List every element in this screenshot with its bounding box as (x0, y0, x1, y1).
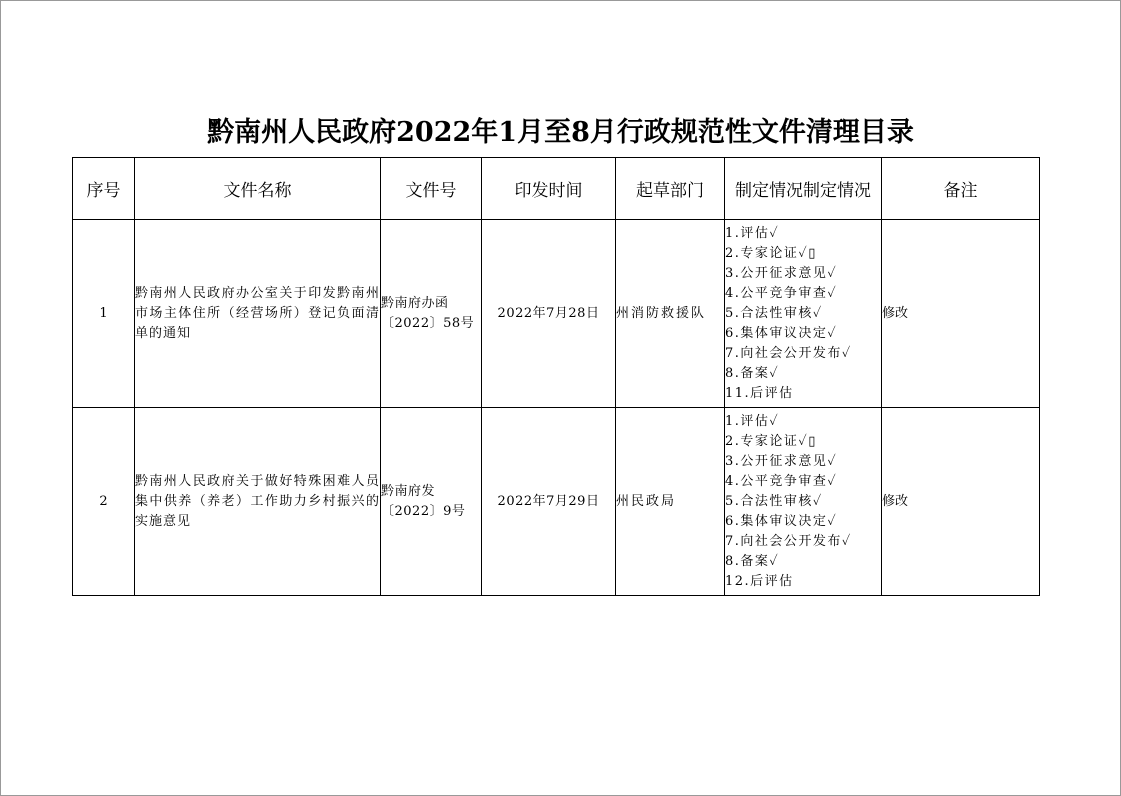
procedure-step: 2.专家论证✓▯ (725, 433, 817, 449)
procedure-step: 7.向社会公开发布✓ (725, 345, 852, 361)
row-file-name: 黔南州人民政府关于做好特殊困难人员集中供养（养老）工作助力乡村振兴的实施意见 (135, 408, 381, 596)
row-issue-date: 2022年7月28日 (482, 220, 616, 408)
row-doc-number (381, 220, 482, 408)
header-procedure: 制定情况制定情况 (725, 158, 882, 220)
table-header-row (73, 158, 1040, 220)
procedure-step: 5.合法性审核✓ (725, 493, 823, 509)
header-index: 序号 (73, 158, 135, 220)
header-doc-number: 文件号 (381, 158, 482, 220)
procedure-step: 2.专家论证✓▯ (725, 245, 817, 261)
procedure-step: 5.合法性审核✓ (725, 305, 823, 321)
document-title: 黔南州人民政府2022年1月至8月行政规范性文件清理目录 (207, 117, 914, 148)
doc-number-line2: 〔2022〕9号 (381, 503, 466, 519)
doc-number-line1: 黔南府发 (381, 483, 436, 499)
row-drafting-dept: 州民政局 (616, 408, 725, 596)
header-issue-date: 印发时间 (482, 158, 616, 220)
row-procedure (725, 220, 882, 408)
row-index: 1 (73, 220, 135, 408)
table-row (73, 220, 1040, 408)
procedure-step: 12.后评估 (725, 573, 794, 589)
catalog-table (72, 157, 1040, 596)
table-row (73, 408, 1040, 596)
row-remark: 修改 (882, 220, 1040, 408)
procedure-step: 8.备案✓ (725, 553, 780, 569)
procedure-step-list (725, 412, 881, 592)
row-index: 2 (73, 408, 135, 596)
row-issue-date: 2022年7月29日 (482, 408, 616, 596)
procedure-step: 1.评估✓ (725, 413, 780, 429)
procedure-step: 7.向社会公开发布✓ (725, 533, 852, 549)
row-doc-number (381, 408, 482, 596)
header-file-name: 文件名称 (135, 158, 381, 220)
row-remark: 修改 (882, 408, 1040, 596)
row-drafting-dept: 州消防救援队 (616, 220, 725, 408)
procedure-step: 6.集体审议决定✓ (725, 513, 838, 529)
procedure-step-list (725, 224, 881, 404)
header-drafting-dept: 起草部门 (616, 158, 725, 220)
procedure-step: 3.公开征求意见✓ (725, 453, 838, 469)
doc-number-line1: 黔南府办函 (381, 295, 449, 311)
procedure-step: 8.备案✓ (725, 365, 780, 381)
procedure-step: 1.评估✓ (725, 225, 780, 241)
header-remark: 备注 (882, 158, 1040, 220)
procedure-step: 6.集体审议决定✓ (725, 325, 838, 341)
procedure-step: 11.后评估 (725, 385, 794, 401)
doc-number-line2: 〔2022〕58号 (381, 315, 475, 331)
procedure-step: 4.公平竞争审查✓ (725, 285, 838, 301)
row-file-name: 黔南州人民政府办公室关于印发黔南州市场主体住所（经营场所）登记负面清单的通知 (135, 220, 381, 408)
procedure-step: 3.公开征求意见✓ (725, 265, 838, 281)
procedure-step: 4.公平竞争审查✓ (725, 473, 838, 489)
row-procedure (725, 408, 882, 596)
